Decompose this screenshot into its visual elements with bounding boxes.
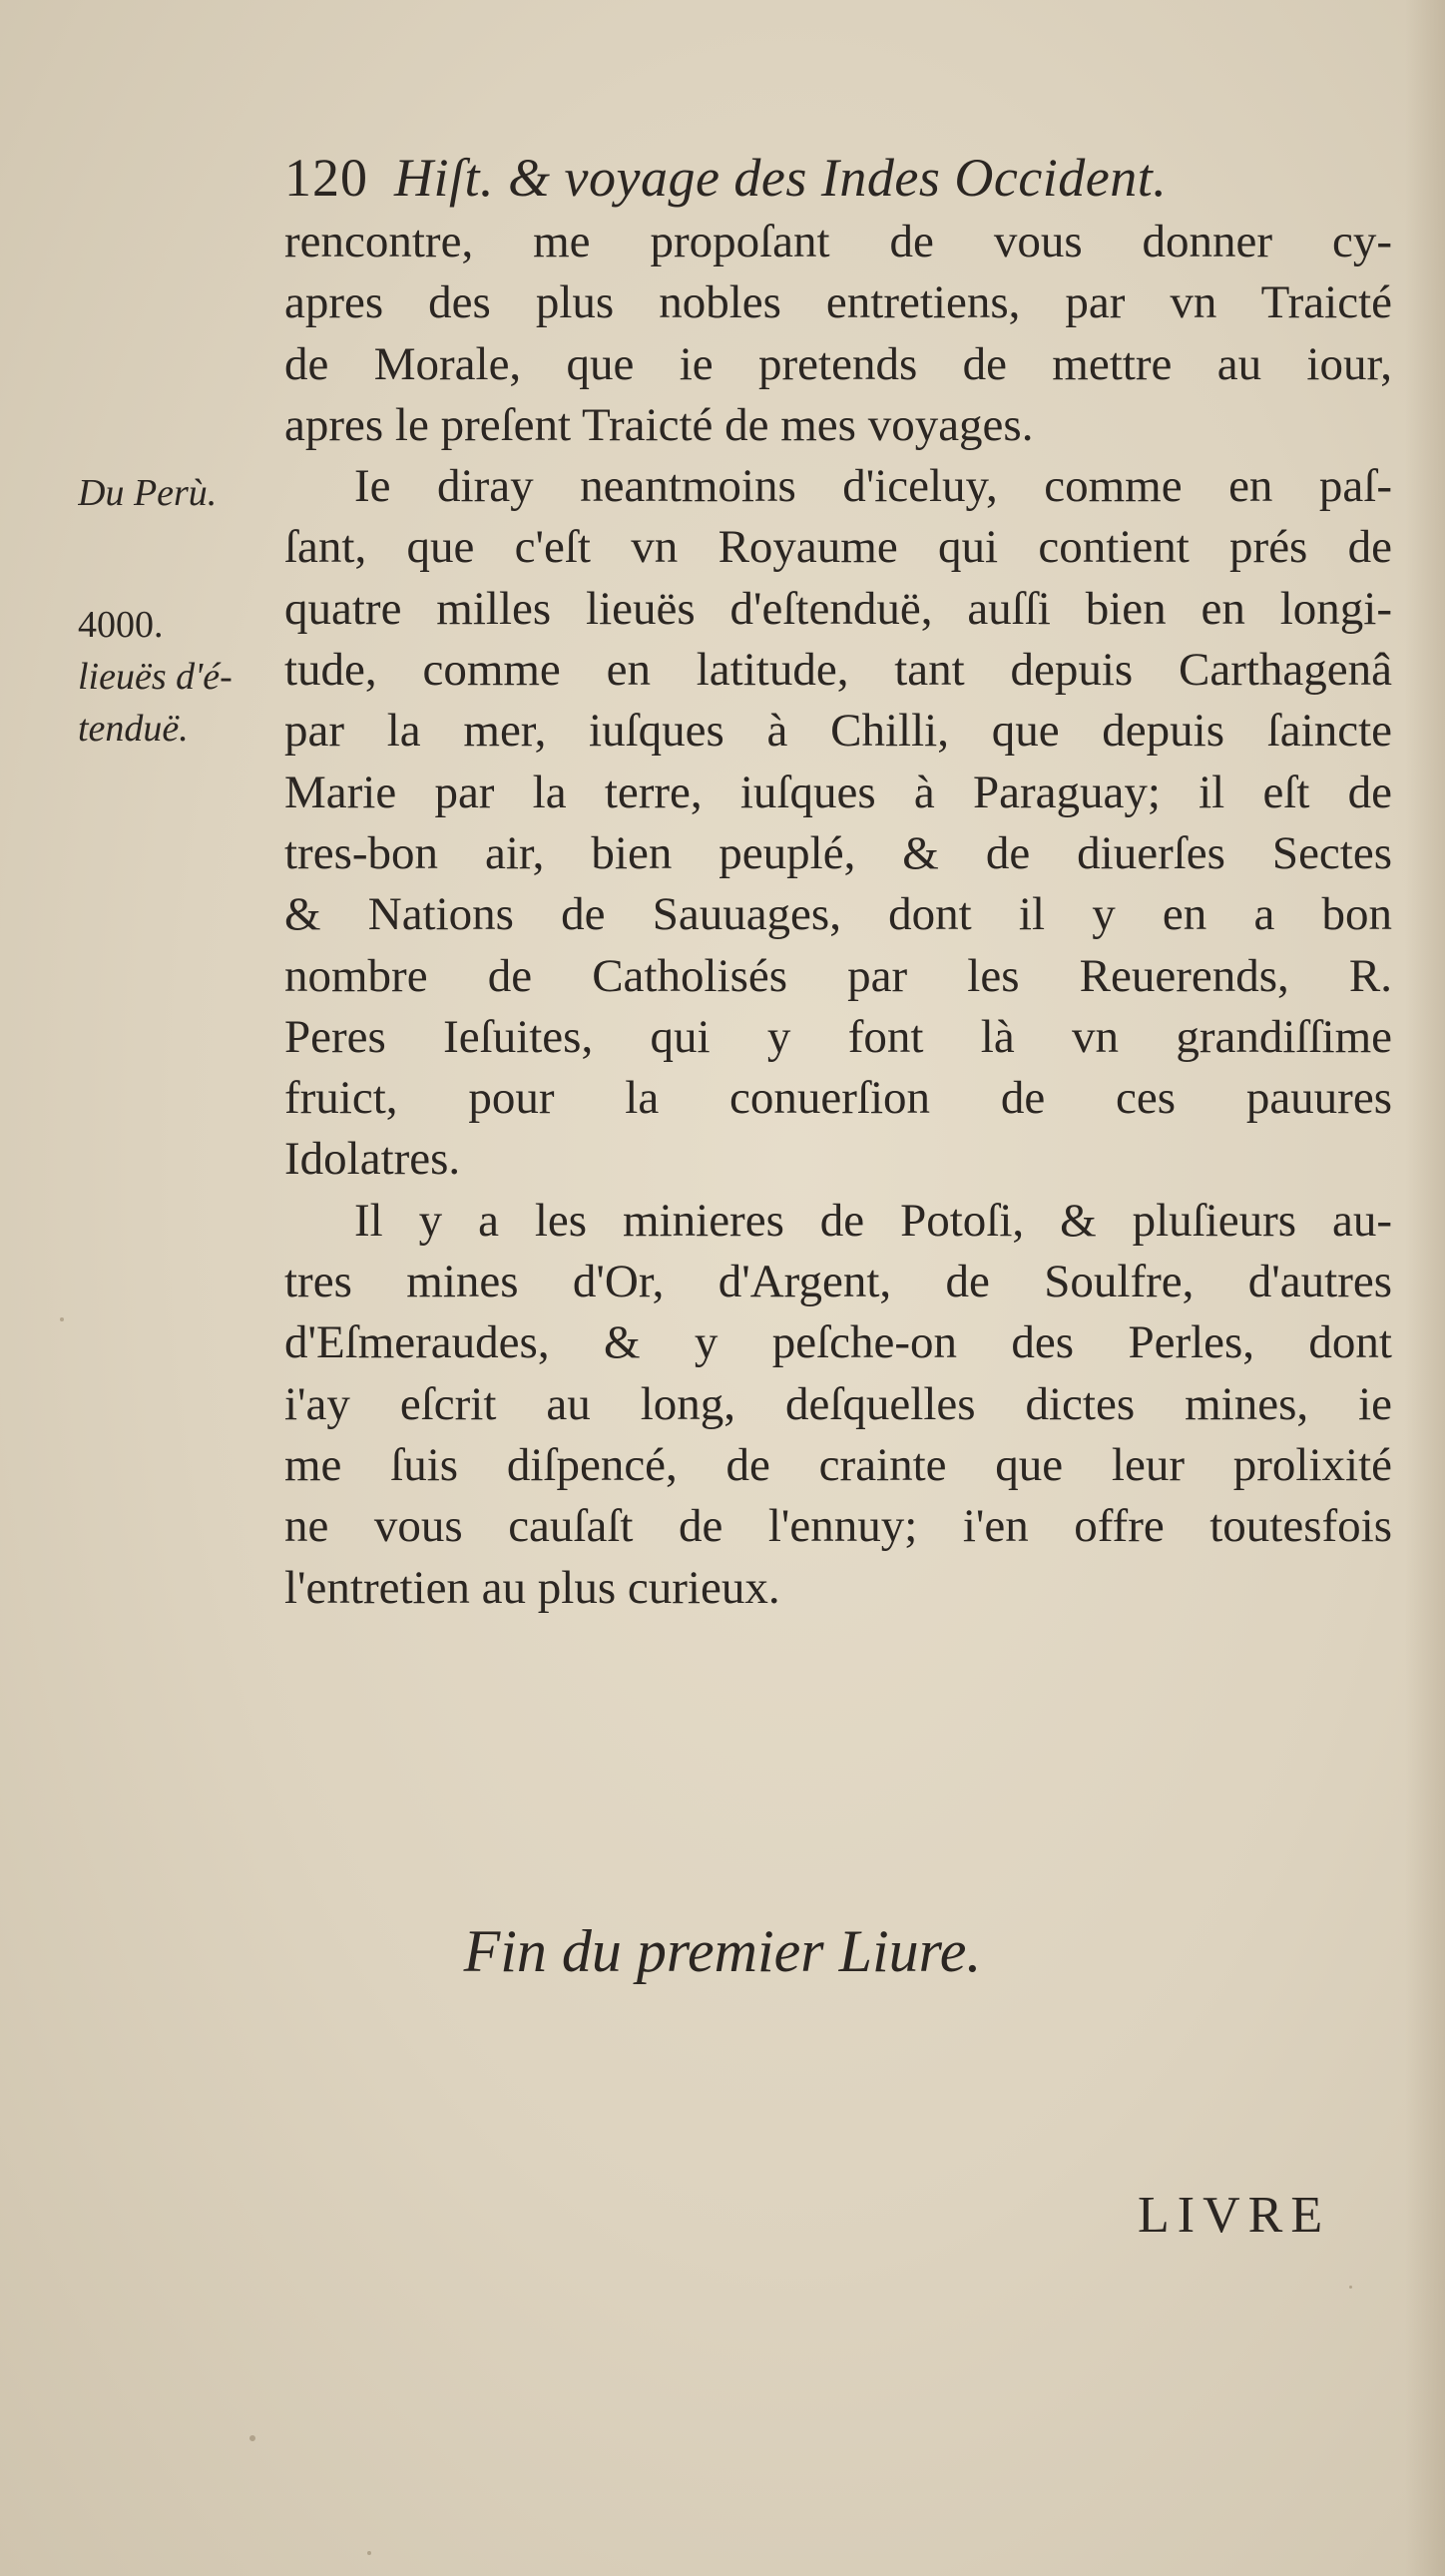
text-line: l'entretien au plus curieux.	[284, 1561, 780, 1614]
text-line: quatre milles lieuës d'eſtenduë, auſſi bien en longi-	[284, 582, 1392, 635]
text-line: apres des plus nobles entretiens, par vn Traicté	[284, 276, 1392, 329]
text-line: de Morale, que ie pretends de mettre au iour,	[284, 337, 1392, 390]
margin-note-line: lieuës d'é-	[78, 656, 233, 698]
text-line: Il y a les minieres de Potoſi, & pluſieurs au-	[354, 1194, 1392, 1247]
text-line: tres-bon air, bien peuplé, & de diuerſes Sectes	[284, 826, 1392, 879]
text-line: Peres Ieſuites, qui y font là vn grandiſſime	[284, 1010, 1392, 1063]
running-title: Hiſt. & voyage des Indes Occident.	[394, 148, 1168, 208]
catchword: LIVRE	[1138, 2187, 1331, 2244]
text-line: nombre de Catholisés par les Reuerends, R.	[284, 949, 1392, 1002]
text-line: i'ay eſcrit au long, deſquelles dictes mines, ie	[284, 1377, 1392, 1430]
margin-note-leagues	[78, 599, 233, 755]
text-line: par la mer, iuſques à Chilli, que depuis ſaincte	[284, 705, 1392, 758]
text-line: Idolatres.	[284, 1133, 461, 1186]
margin-note-line: 4000.	[78, 604, 164, 646]
closing-line: Fin du premier Liure.	[463, 1918, 982, 1984]
margin-note-line: tenduë.	[78, 708, 189, 750]
text-line: d'Eſmeraudes, & y peſche-on des Perles, dont	[284, 1316, 1392, 1369]
paper-speck	[367, 2551, 371, 2555]
text-line: ne vous cauſaſt de l'ennuy; i'en offre toutesfois	[284, 1500, 1392, 1553]
text-line: me ſuis diſpencé, de crainte que leur prolixité	[284, 1438, 1392, 1491]
paper-speck	[249, 2435, 255, 2441]
margin-note-line: Du Perù.	[78, 472, 218, 514]
page-header	[284, 148, 1167, 208]
page-edge-shadow	[1405, 0, 1445, 2576]
text-line: Ie diray neantmoins d'iceluy, comme en paſ-	[354, 460, 1392, 513]
text-line: apres le preſent Traicté de mes voyages.	[284, 398, 1034, 451]
body-text	[284, 212, 1392, 1619]
paper-speck	[60, 1317, 64, 1321]
text-line: tude, comme en latitude, tant depuis Carthagenâ	[284, 644, 1392, 697]
text-line: & Nations de Sauuages, dont il y en a bon	[284, 888, 1392, 941]
text-line: ſant, que c'eſt vn Royaume qui contient prés de	[284, 521, 1392, 574]
text-line: fruict, pour la conuerſion de ces pauures	[284, 1072, 1392, 1125]
text-line: rencontre, me propoſant de vous donner cy-	[284, 216, 1392, 267]
paper-speck	[1349, 2286, 1352, 2289]
page-number: 120	[284, 148, 368, 208]
text-line: tres mines d'Or, d'Argent, de Soulfre, d'autres	[284, 1256, 1392, 1308]
margin-note-peru	[78, 469, 217, 517]
text-line: Marie par la terre, iuſques à Paraguay; il eſt de	[284, 766, 1392, 818]
